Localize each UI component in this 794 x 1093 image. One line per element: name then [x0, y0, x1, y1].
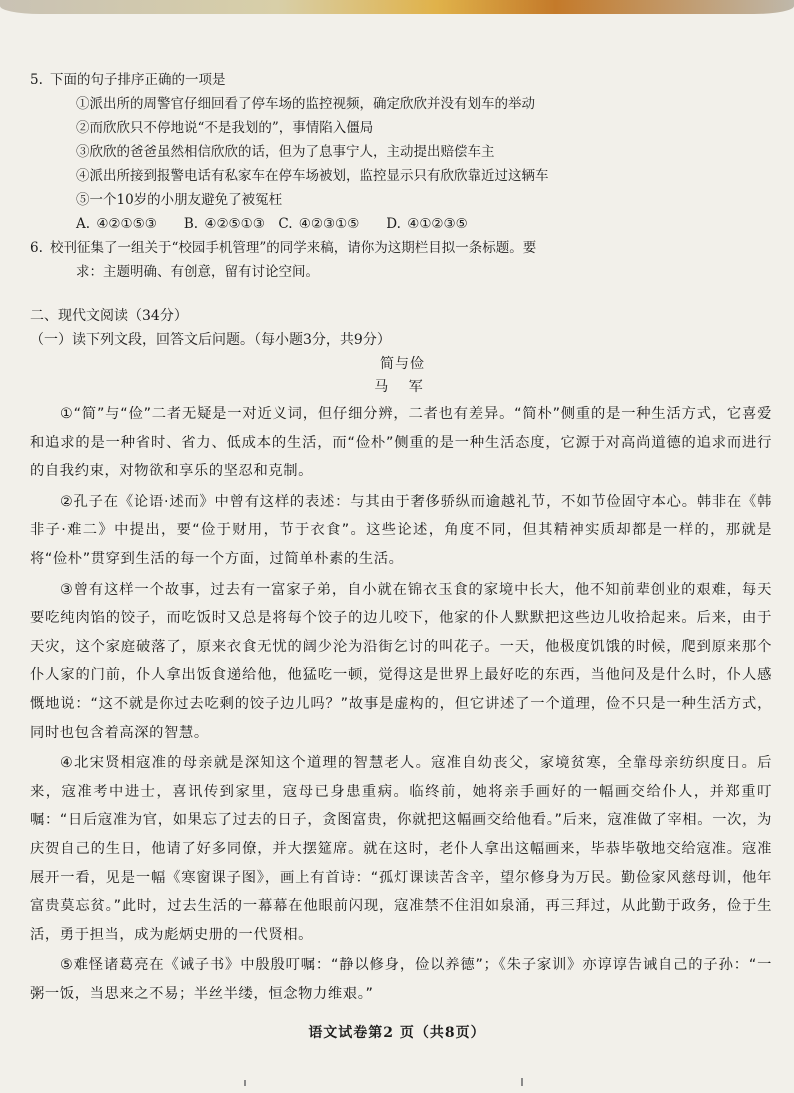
scan-speck [521, 1078, 523, 1086]
scan-speck [244, 1080, 246, 1086]
answer-choices: A. ④②①⑤③ B. ④②⑤①③ C. ④②③①⑤ D. ④①②③⑤ [76, 216, 468, 232]
article-paragraph-5: ⑤难怪诸葛亮在《诫子书》中殷殷叮嘱：“静以修身，俭以养德”；《朱子家训》亦谆谆告诫自己的子孙：“一粥一饭，当思来之不易；半丝半缕，恒念物力维艰。” [30, 957, 772, 1002]
section-heading: 二、现代文阅读（34分） [30, 308, 188, 324]
article-paragraph-4: ④北宋贤相寇准的母亲就是深知这个道理的智慧老人。寇准自幼丧父，家境贫寒，全靠母亲纺织度日。后来，寇准考中进士，喜讯传到家里，寇母已身患重病。临终前，她将亲手画好的一幅画交给仆人，并郑重叮嘱：“日后寇准为官，如果忘了过去的日子，贪图富贵，你就把这幅画交给他看。”后来，寇准做了宰相。一次，为庆贺自己的生日，他请了好多同僚，并大摆筵席。就在这时，老仆人拿出这幅画来，毕恭毕敬地交给寇准。寇准展开一看，见是一幅《寒窗课子图》，画上有首诗：“孤灯课读苦含辛，望尔修身为万民。勤俭家风慈母训，他年富贵莫忘贫。”此时，过去生活的一幕幕在他眼前闪现，寇准禁不住泪如泉涌，再三拜过，从此勤于政务，俭于生活，勇于担当，成为彪炳史册的一代贤相。 [30, 755, 772, 943]
page-footer: 语文试卷第2 页（共8页） [308, 1025, 486, 1041]
question-5 [30, 68, 775, 236]
question-stem: 下面的句子排序正确的一项是 [50, 72, 226, 88]
question-stem-cont: 求：主题明确、有创意，留有讨论空间。 [76, 264, 319, 280]
article-title: 简与俭 [380, 356, 425, 372]
sentence-item: ④派出所接到报警电话有私家车在停车场被划，监控显示只有欣欣靠近过这辆车 [76, 168, 549, 184]
scan-top-edge [0, 0, 794, 14]
question-number: 5. [30, 72, 43, 88]
sub-instructions: （一）读下列文段，回答文后问题。（每小题3分，共9分） [30, 332, 391, 348]
article-author: 马 军 [374, 379, 431, 395]
sentence-item: ③欣欣的爸爸虽然相信欣欣的话，但为了息事宁人，主动提出赔偿车主 [76, 144, 495, 160]
sentence-item: ⑤一个10岁的小朋友避免了被冤枉 [76, 192, 283, 208]
exam-page [30, 68, 775, 1008]
article-paragraph-3: ③曾有这样一个故事，过去有一富家子弟，自小就在锦衣玉食的家境中长大，他不知前辈创业的艰难，每天要吃纯肉馅的饺子，而吃饭时又总是将每个饺子的边儿咬下，他家的仆人默默把这些边儿收拾起来。后来，由于天灾，这个家庭破落了，原来衣食无忧的阔少沦为沿街乞讨的叫花子。一天，他极度饥饿的时候，爬到原来那个仆人家的门前，仆人拿出饭食递给他，他猛吃一顿，觉得这是世界上最好吃的东西，当他问及是什么时，仆人感慨地说：“这不就是你过去吃剩的饺子边儿吗？”故事是虚构的，但它讲述了一个道理，俭不只是一种生活方式，同时也包含着高深的智慧。 [30, 581, 772, 741]
question-6 [30, 236, 775, 284]
sentence-item: ②而欣欣只不停地说“不是我划的”，事情陷入僵局 [76, 120, 374, 136]
question-stem: 校刊征集了一组关于“校园手机管理”的同学来稿，请你为这期栏目拟一条标题。要 [50, 240, 537, 256]
article-paragraph-1: ①“简”与“俭”二者无疑是一对近义词，但仔细分辨，二者也有差异。“简朴”侧重的是一种生活方式，它喜爱和追求的是一种省时、省力、低成本的生活，而“俭朴”侧重的是一种生活态度，它源于对高尚道德的追求而进行的自我约束，对物欲和享乐的坚忍和克制。 [30, 406, 772, 480]
article-paragraph-2: ②孔子在《论语·述而》中曾有这样的表述：与其由于奢侈骄纵而逾越礼节，不如节俭固守本心。韩非在《韩非子·难二》中提出，要“俭于财用，节于衣食”。这些论述，角度不同，但其精神实质却都是一样的，那就是将“俭朴”贯穿到生活的每一个方面，过简单朴素的生活。 [30, 493, 772, 567]
question-number: 6. [30, 240, 43, 256]
sentence-item: ①派出所的周警官仔细回看了停车场的监控视频，确定欣欣并没有划车的举动 [76, 96, 535, 112]
